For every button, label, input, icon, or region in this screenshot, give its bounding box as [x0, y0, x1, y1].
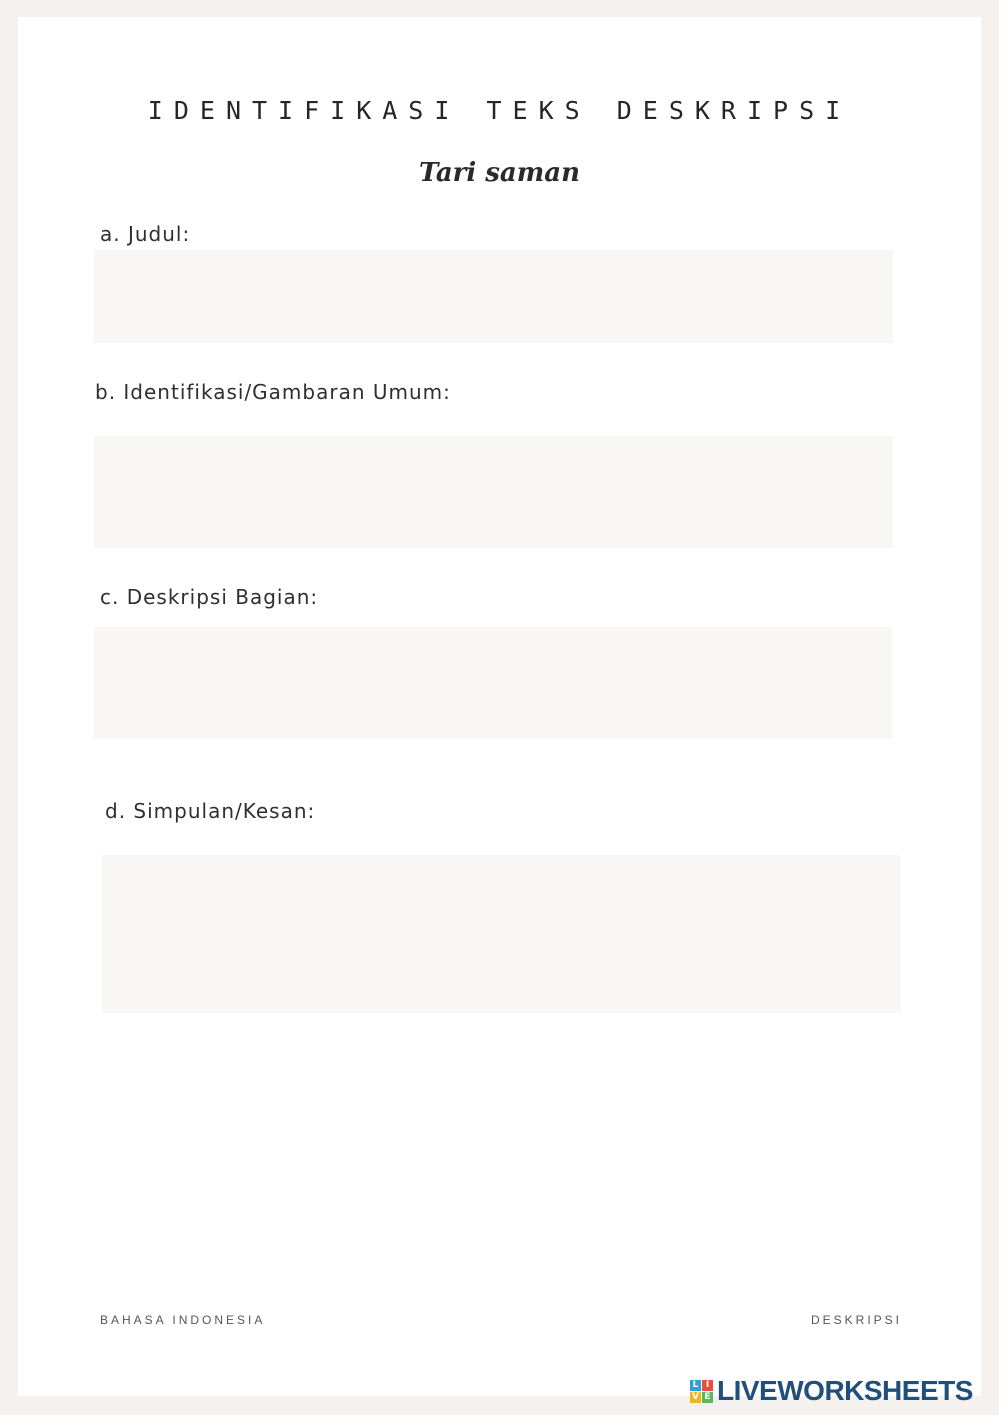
liveworksheets-wordmark: LIVEWORKSHEETS [717, 1375, 973, 1406]
logo-letter-i: I [702, 1380, 713, 1391]
simpulan-answer-field[interactable] [102, 855, 901, 1013]
logo-letter-l: L [690, 1380, 701, 1391]
section-identifikasi-label: b. Identifikasi/Gambaran Umum: [95, 380, 451, 404]
logo-letter-v: V [690, 1392, 701, 1403]
deskripsi-bagian-answer-field[interactable] [94, 627, 892, 739]
identifikasi-answer-field[interactable] [94, 436, 893, 548]
liveworksheets-brand [690, 1374, 973, 1408]
worksheet-subtitle: Tari saman [418, 158, 581, 188]
footer-subject: BAHASA INDONESIA [100, 1313, 266, 1327]
logo-letter-e: E [702, 1392, 713, 1403]
judul-answer-field[interactable] [94, 250, 893, 343]
footer-topic: DESKRIPSI [810, 1313, 902, 1327]
worksheet-title: IDENTIFIKASI TEKS DESKRIPSI [147, 96, 852, 125]
liveworksheets-logo-icon [690, 1380, 713, 1403]
section-simpulan-label: d. Simpulan/Kesan: [105, 799, 316, 823]
section-judul-label: a. Judul: [100, 222, 191, 246]
section-deskripsi-bagian-label: c. Deskripsi Bagian: [100, 585, 319, 609]
